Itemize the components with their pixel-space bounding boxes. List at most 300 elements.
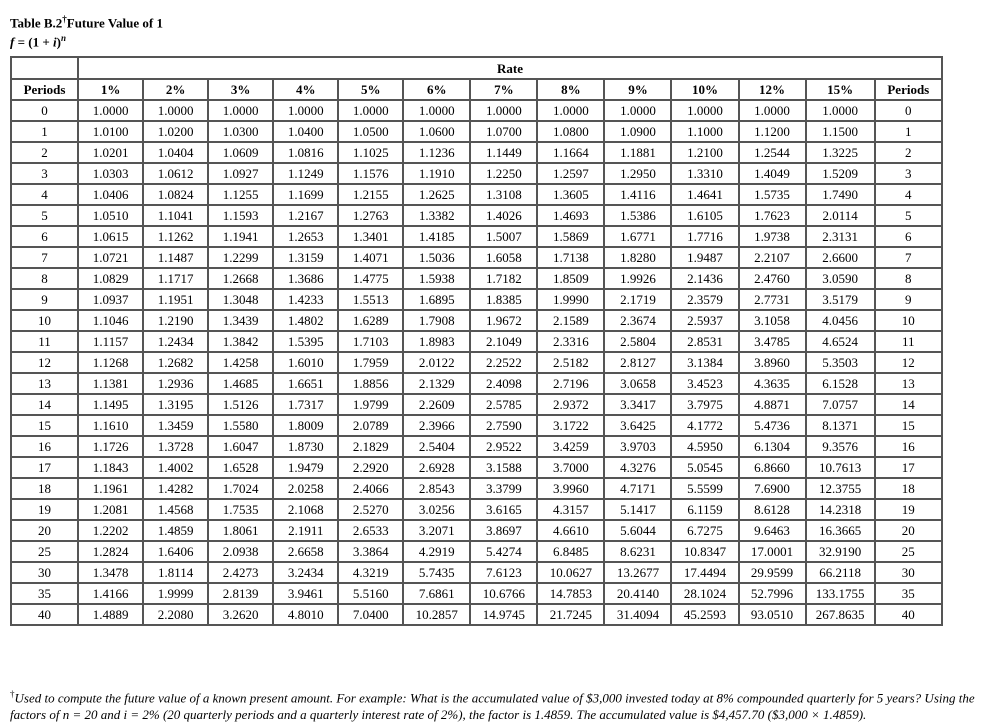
factor-cell: 1.9799 bbox=[338, 394, 403, 415]
factor-cell: 4.1772 bbox=[671, 415, 738, 436]
factor-cell: 1.3401 bbox=[338, 226, 403, 247]
factor-cell: 2.1329 bbox=[403, 373, 470, 394]
factor-cell: 2.9372 bbox=[537, 394, 604, 415]
period-cell: 12 bbox=[11, 352, 78, 373]
factor-cell: 1.4859 bbox=[143, 520, 208, 541]
factor-cell: 5.5599 bbox=[671, 478, 738, 499]
footnote-dagger: † bbox=[10, 689, 15, 699]
factor-cell: 1.0829 bbox=[78, 268, 143, 289]
factor-cell: 6.7275 bbox=[671, 520, 738, 541]
factor-cell: 2.1829 bbox=[338, 436, 403, 457]
period-cell-right: 16 bbox=[875, 436, 942, 457]
factor-cell: 1.3459 bbox=[143, 415, 208, 436]
factor-cell: 3.7975 bbox=[671, 394, 738, 415]
rate-col-header: 8% bbox=[537, 79, 604, 100]
factor-cell: 3.5179 bbox=[806, 289, 875, 310]
factor-cell: 1.1881 bbox=[604, 142, 671, 163]
factor-cell: 1.0937 bbox=[78, 289, 143, 310]
factor-cell: 2.4273 bbox=[208, 562, 273, 583]
factor-cell: 3.3799 bbox=[470, 478, 537, 499]
factor-cell: 2.9522 bbox=[470, 436, 537, 457]
factor-cell: 4.7171 bbox=[604, 478, 671, 499]
formula bbox=[10, 30, 66, 50]
factor-cell: 1.1699 bbox=[273, 184, 338, 205]
factor-cell: 1.0824 bbox=[143, 184, 208, 205]
factor-cell: 1.0000 bbox=[273, 100, 338, 121]
factor-cell: 3.7000 bbox=[537, 457, 604, 478]
factor-cell: 2.5804 bbox=[604, 331, 671, 352]
factor-cell: 3.6425 bbox=[604, 415, 671, 436]
factor-cell: 1.0000 bbox=[739, 100, 806, 121]
factor-cell: 1.2202 bbox=[78, 520, 143, 541]
future-value-table bbox=[10, 56, 943, 626]
factor-cell: 1.1025 bbox=[338, 142, 403, 163]
rate-header-row bbox=[11, 57, 942, 79]
factor-cell: 3.2620 bbox=[208, 604, 273, 625]
factor-cell: 2.2080 bbox=[143, 604, 208, 625]
factor-cell: 1.3605 bbox=[537, 184, 604, 205]
factor-cell: 9.6463 bbox=[739, 520, 806, 541]
factor-cell: 2.0938 bbox=[208, 541, 273, 562]
factor-cell: 2.1436 bbox=[671, 268, 738, 289]
formula-eq: = (1 + bbox=[14, 34, 53, 50]
table-row bbox=[11, 457, 942, 478]
factor-cell: 2.2920 bbox=[338, 457, 403, 478]
table-row bbox=[11, 247, 942, 268]
table-row bbox=[11, 604, 942, 625]
period-cell: 14 bbox=[11, 394, 78, 415]
factor-cell: 1.0400 bbox=[273, 121, 338, 142]
factor-cell: 1.2682 bbox=[143, 352, 208, 373]
factor-cell: 1.8009 bbox=[273, 415, 338, 436]
rate-col-header: 4% bbox=[273, 79, 338, 100]
factor-cell: 8.1371 bbox=[806, 415, 875, 436]
table-row bbox=[11, 373, 942, 394]
factor-cell: 3.2434 bbox=[273, 562, 338, 583]
factor-cell: 1.7623 bbox=[739, 205, 806, 226]
period-cell-right: 0 bbox=[875, 100, 942, 121]
period-cell-right: 5 bbox=[875, 205, 942, 226]
factor-cell: 1.0700 bbox=[470, 121, 537, 142]
factor-cell: 2.7590 bbox=[470, 415, 537, 436]
footnote-text: Used to compute the future value of a known present amount. For example: What is the accumulated value of $3,000 invested today at 8% compounded quarterly for 5 years? Using the factors of n = 20 and i = 2% (20 quarterly periods and a quarterly interest rate of 2%), the factor is 1.4859. The accumulated value is $4,457.70 ($3,000 × 1.4859). bbox=[10, 690, 975, 723]
table-title-text: Future Value of 1 bbox=[66, 15, 163, 31]
factor-cell: 93.0510 bbox=[739, 604, 806, 625]
rate-col-header: 15% bbox=[806, 79, 875, 100]
table-body bbox=[11, 100, 942, 625]
factor-cell: 1.0800 bbox=[537, 121, 604, 142]
factor-cell: 5.5160 bbox=[338, 583, 403, 604]
factor-cell: 1.0000 bbox=[671, 100, 738, 121]
factor-cell: 1.3842 bbox=[208, 331, 273, 352]
period-cell: 16 bbox=[11, 436, 78, 457]
table-row bbox=[11, 205, 942, 226]
factor-cell: 4.8010 bbox=[273, 604, 338, 625]
factor-cell: 1.0721 bbox=[78, 247, 143, 268]
factor-cell: 2.3316 bbox=[537, 331, 604, 352]
period-cell-right: 17 bbox=[875, 457, 942, 478]
factor-cell: 3.6165 bbox=[470, 499, 537, 520]
factor-cell: 17.4494 bbox=[671, 562, 738, 583]
table-title bbox=[10, 11, 163, 31]
factor-cell: 2.6658 bbox=[273, 541, 338, 562]
factor-cell: 1.0816 bbox=[273, 142, 338, 163]
factor-cell: 1.1268 bbox=[78, 352, 143, 373]
factor-cell: 32.9190 bbox=[806, 541, 875, 562]
factor-cell: 4.0456 bbox=[806, 310, 875, 331]
factor-cell: 1.1941 bbox=[208, 226, 273, 247]
factor-cell: 2.3966 bbox=[403, 415, 470, 436]
period-cell: 11 bbox=[11, 331, 78, 352]
period-cell: 40 bbox=[11, 604, 78, 625]
factor-cell: 1.4568 bbox=[143, 499, 208, 520]
factor-cell: 4.3219 bbox=[338, 562, 403, 583]
factor-cell: 1.5036 bbox=[403, 247, 470, 268]
factor-cell: 1.1610 bbox=[78, 415, 143, 436]
factor-cell: 4.5950 bbox=[671, 436, 738, 457]
factor-cell: 1.2668 bbox=[208, 268, 273, 289]
factor-cell: 1.0900 bbox=[604, 121, 671, 142]
factor-cell: 3.0658 bbox=[604, 373, 671, 394]
factor-cell: 1.7908 bbox=[403, 310, 470, 331]
rate-col-header: 1% bbox=[78, 79, 143, 100]
factor-cell: 2.0789 bbox=[338, 415, 403, 436]
factor-cell: 2.0122 bbox=[403, 352, 470, 373]
factor-cell: 267.8635 bbox=[806, 604, 875, 625]
factor-cell: 1.6895 bbox=[403, 289, 470, 310]
factor-cell: 2.0114 bbox=[806, 205, 875, 226]
factor-cell: 4.6610 bbox=[537, 520, 604, 541]
factor-cell: 10.8347 bbox=[671, 541, 738, 562]
factor-cell: 1.4775 bbox=[338, 268, 403, 289]
factor-cell: 3.4523 bbox=[671, 373, 738, 394]
factor-cell: 1.8061 bbox=[208, 520, 273, 541]
factor-cell: 28.1024 bbox=[671, 583, 738, 604]
factor-cell: 1.1664 bbox=[537, 142, 604, 163]
factor-cell: 2.8139 bbox=[208, 583, 273, 604]
factor-cell: 1.1910 bbox=[403, 163, 470, 184]
period-cell-right: 11 bbox=[875, 331, 942, 352]
factor-cell: 1.1951 bbox=[143, 289, 208, 310]
factor-cell: 1.2936 bbox=[143, 373, 208, 394]
period-cell-right: 9 bbox=[875, 289, 942, 310]
factor-cell: 3.3417 bbox=[604, 394, 671, 415]
rate-col-header: 9% bbox=[604, 79, 671, 100]
factor-cell: 4.2919 bbox=[403, 541, 470, 562]
factor-cell: 5.0545 bbox=[671, 457, 738, 478]
factor-cell: 1.0000 bbox=[806, 100, 875, 121]
factor-cell: 3.9703 bbox=[604, 436, 671, 457]
formula-lhs: f bbox=[10, 34, 15, 50]
factor-cell: 2.1719 bbox=[604, 289, 671, 310]
period-cell-right: 4 bbox=[875, 184, 942, 205]
factor-cell: 2.5270 bbox=[338, 499, 403, 520]
factor-cell: 1.6289 bbox=[338, 310, 403, 331]
rate-col-header: 12% bbox=[739, 79, 806, 100]
factor-cell: 45.2593 bbox=[671, 604, 738, 625]
factor-cell: 1.4685 bbox=[208, 373, 273, 394]
table-row bbox=[11, 562, 942, 583]
factor-cell: 10.6766 bbox=[470, 583, 537, 604]
factor-cell: 5.7435 bbox=[403, 562, 470, 583]
period-cell: 19 bbox=[11, 499, 78, 520]
factor-cell: 7.6900 bbox=[739, 478, 806, 499]
periods-header-right: Periods bbox=[875, 79, 942, 100]
factor-cell: 1.2597 bbox=[537, 163, 604, 184]
period-cell: 15 bbox=[11, 415, 78, 436]
period-cell: 10 bbox=[11, 310, 78, 331]
period-cell: 4 bbox=[11, 184, 78, 205]
table-row bbox=[11, 331, 942, 352]
factor-cell: 7.6123 bbox=[470, 562, 537, 583]
period-cell-right: 30 bbox=[875, 562, 942, 583]
factor-cell: 1.0300 bbox=[208, 121, 273, 142]
factor-cell: 1.7024 bbox=[208, 478, 273, 499]
factor-cell: 1.3686 bbox=[273, 268, 338, 289]
factor-cell: 1.4049 bbox=[739, 163, 806, 184]
factor-cell: 1.2763 bbox=[338, 205, 403, 226]
factor-cell: 3.2071 bbox=[403, 520, 470, 541]
factor-cell: 6.8485 bbox=[537, 541, 604, 562]
factor-cell: 9.3576 bbox=[806, 436, 875, 457]
period-cell-right: 13 bbox=[875, 373, 942, 394]
factor-cell: 4.3276 bbox=[604, 457, 671, 478]
period-cell: 35 bbox=[11, 583, 78, 604]
table-row bbox=[11, 289, 942, 310]
factor-cell: 2.4098 bbox=[470, 373, 537, 394]
factor-cell: 1.5209 bbox=[806, 163, 875, 184]
column-header-row bbox=[11, 79, 942, 100]
period-cell-right: 14 bbox=[875, 394, 942, 415]
table-row bbox=[11, 310, 942, 331]
factor-cell: 1.2653 bbox=[273, 226, 338, 247]
factor-cell: 1.1249 bbox=[273, 163, 338, 184]
factor-cell: 1.2299 bbox=[208, 247, 273, 268]
corner-cell bbox=[11, 57, 78, 79]
period-cell: 6 bbox=[11, 226, 78, 247]
factor-cell: 1.5386 bbox=[604, 205, 671, 226]
factor-cell: 6.8660 bbox=[739, 457, 806, 478]
factor-cell: 1.0500 bbox=[338, 121, 403, 142]
period-cell-right: 19 bbox=[875, 499, 942, 520]
table-row bbox=[11, 583, 942, 604]
factor-cell: 1.4026 bbox=[470, 205, 537, 226]
factor-cell: 1.5513 bbox=[338, 289, 403, 310]
period-cell-right: 6 bbox=[875, 226, 942, 247]
factor-cell: 10.2857 bbox=[403, 604, 470, 625]
factor-cell: 1.1200 bbox=[739, 121, 806, 142]
factor-cell: 1.3728 bbox=[143, 436, 208, 457]
factor-cell: 3.3864 bbox=[338, 541, 403, 562]
factor-cell: 1.1717 bbox=[143, 268, 208, 289]
factor-cell: 2.6928 bbox=[403, 457, 470, 478]
factor-cell: 1.3195 bbox=[143, 394, 208, 415]
factor-cell: 1.0510 bbox=[78, 205, 143, 226]
period-cell-right: 7 bbox=[875, 247, 942, 268]
factor-cell: 3.4785 bbox=[739, 331, 806, 352]
factor-cell: 1.9990 bbox=[537, 289, 604, 310]
factor-cell: 2.5182 bbox=[537, 352, 604, 373]
period-cell: 17 bbox=[11, 457, 78, 478]
factor-cell: 4.8871 bbox=[739, 394, 806, 415]
factor-cell: 2.6533 bbox=[338, 520, 403, 541]
period-cell: 13 bbox=[11, 373, 78, 394]
factor-cell: 1.0200 bbox=[143, 121, 208, 142]
period-cell-right: 10 bbox=[875, 310, 942, 331]
period-cell-right: 3 bbox=[875, 163, 942, 184]
factor-cell: 3.0590 bbox=[806, 268, 875, 289]
table-row bbox=[11, 499, 942, 520]
table-row bbox=[11, 226, 942, 247]
factor-cell: 1.8509 bbox=[537, 268, 604, 289]
factor-cell: 17.0001 bbox=[739, 541, 806, 562]
factor-cell: 1.2100 bbox=[671, 142, 738, 163]
rate-header: Rate bbox=[78, 57, 942, 79]
factor-cell: 1.0927 bbox=[208, 163, 273, 184]
title-dagger: † bbox=[62, 14, 67, 24]
factor-cell: 1.2155 bbox=[338, 184, 403, 205]
factor-cell: 1.6528 bbox=[208, 457, 273, 478]
factor-cell: 1.1236 bbox=[403, 142, 470, 163]
factor-cell: 1.0615 bbox=[78, 226, 143, 247]
factor-cell: 1.4641 bbox=[671, 184, 738, 205]
factor-cell: 6.1304 bbox=[739, 436, 806, 457]
factor-cell: 1.2625 bbox=[403, 184, 470, 205]
factor-cell: 2.3131 bbox=[806, 226, 875, 247]
factor-cell: 1.0303 bbox=[78, 163, 143, 184]
period-cell-right: 2 bbox=[875, 142, 942, 163]
factor-cell: 2.3674 bbox=[604, 310, 671, 331]
factor-cell: 1.0600 bbox=[403, 121, 470, 142]
period-cell: 1 bbox=[11, 121, 78, 142]
factor-cell: 16.3665 bbox=[806, 520, 875, 541]
factor-cell: 2.1049 bbox=[470, 331, 537, 352]
factor-cell: 4.6524 bbox=[806, 331, 875, 352]
factor-cell: 4.3157 bbox=[537, 499, 604, 520]
factor-cell: 2.8127 bbox=[604, 352, 671, 373]
factor-cell: 1.3225 bbox=[806, 142, 875, 163]
factor-cell: 2.2107 bbox=[739, 247, 806, 268]
factor-cell: 1.3439 bbox=[208, 310, 273, 331]
factor-cell: 21.7245 bbox=[537, 604, 604, 625]
rate-col-header: 7% bbox=[470, 79, 537, 100]
factor-cell: 2.0258 bbox=[273, 478, 338, 499]
factor-cell: 8.6231 bbox=[604, 541, 671, 562]
factor-cell: 1.6058 bbox=[470, 247, 537, 268]
factor-cell: 1.9487 bbox=[671, 247, 738, 268]
factor-cell: 1.1576 bbox=[338, 163, 403, 184]
table-row bbox=[11, 121, 942, 142]
factor-cell: 3.4259 bbox=[537, 436, 604, 457]
factor-cell: 2.5404 bbox=[403, 436, 470, 457]
period-cell-right: 12 bbox=[875, 352, 942, 373]
factor-cell: 2.1589 bbox=[537, 310, 604, 331]
period-cell: 3 bbox=[11, 163, 78, 184]
factor-cell: 1.5395 bbox=[273, 331, 338, 352]
period-cell: 0 bbox=[11, 100, 78, 121]
factor-cell: 1.3159 bbox=[273, 247, 338, 268]
period-cell-right: 1 bbox=[875, 121, 942, 142]
factor-cell: 1.6406 bbox=[143, 541, 208, 562]
factor-cell: 1.0404 bbox=[143, 142, 208, 163]
period-cell: 7 bbox=[11, 247, 78, 268]
factor-cell: 1.0406 bbox=[78, 184, 143, 205]
factor-cell: 3.9960 bbox=[537, 478, 604, 499]
factor-cell: 1.3382 bbox=[403, 205, 470, 226]
rate-col-header: 6% bbox=[403, 79, 470, 100]
table-row bbox=[11, 352, 942, 373]
period-cell-right: 35 bbox=[875, 583, 942, 604]
factor-cell: 1.4002 bbox=[143, 457, 208, 478]
factor-cell: 1.6010 bbox=[273, 352, 338, 373]
factor-cell: 20.4140 bbox=[604, 583, 671, 604]
factor-cell: 2.7196 bbox=[537, 373, 604, 394]
rate-col-header: 5% bbox=[338, 79, 403, 100]
rate-col-header: 2% bbox=[143, 79, 208, 100]
factor-cell: 1.4166 bbox=[78, 583, 143, 604]
factor-cell: 1.1487 bbox=[143, 247, 208, 268]
factor-cell: 1.4693 bbox=[537, 205, 604, 226]
factor-cell: 1.3108 bbox=[470, 184, 537, 205]
factor-cell: 7.0400 bbox=[338, 604, 403, 625]
table-row bbox=[11, 100, 942, 121]
factor-cell: 3.1058 bbox=[739, 310, 806, 331]
rate-col-header: 3% bbox=[208, 79, 273, 100]
table-row bbox=[11, 142, 942, 163]
factor-cell: 2.8543 bbox=[403, 478, 470, 499]
factor-cell: 2.8531 bbox=[671, 331, 738, 352]
table-row bbox=[11, 184, 942, 205]
factor-cell: 1.1041 bbox=[143, 205, 208, 226]
factor-cell: 1.0100 bbox=[78, 121, 143, 142]
factor-cell: 1.4233 bbox=[273, 289, 338, 310]
factor-cell: 7.6861 bbox=[403, 583, 470, 604]
factor-cell: 1.9738 bbox=[739, 226, 806, 247]
factor-cell: 1.0000 bbox=[78, 100, 143, 121]
factor-cell: 1.1593 bbox=[208, 205, 273, 226]
period-cell-right: 25 bbox=[875, 541, 942, 562]
factor-cell: 1.7317 bbox=[273, 394, 338, 415]
factor-cell: 1.1495 bbox=[78, 394, 143, 415]
period-cell: 9 bbox=[11, 289, 78, 310]
factor-cell: 1.0000 bbox=[403, 100, 470, 121]
factor-cell: 1.5580 bbox=[208, 415, 273, 436]
factor-cell: 2.1068 bbox=[273, 499, 338, 520]
period-cell-right: 20 bbox=[875, 520, 942, 541]
factor-cell: 3.9461 bbox=[273, 583, 338, 604]
factor-cell: 1.3478 bbox=[78, 562, 143, 583]
factor-cell: 1.4185 bbox=[403, 226, 470, 247]
factor-cell: 1.8856 bbox=[338, 373, 403, 394]
period-cell: 18 bbox=[11, 478, 78, 499]
factor-cell: 3.1384 bbox=[671, 352, 738, 373]
factor-cell: 10.7613 bbox=[806, 457, 875, 478]
factor-cell: 1.2824 bbox=[78, 541, 143, 562]
factor-cell: 2.7731 bbox=[739, 289, 806, 310]
factor-cell: 1.1843 bbox=[78, 457, 143, 478]
factor-cell: 1.1449 bbox=[470, 142, 537, 163]
factor-cell: 14.2318 bbox=[806, 499, 875, 520]
factor-cell: 1.0000 bbox=[208, 100, 273, 121]
factor-cell: 1.1262 bbox=[143, 226, 208, 247]
table-row bbox=[11, 478, 942, 499]
factor-cell: 1.5007 bbox=[470, 226, 537, 247]
factor-cell: 1.6105 bbox=[671, 205, 738, 226]
factor-cell: 1.1381 bbox=[78, 373, 143, 394]
factor-cell: 1.7959 bbox=[338, 352, 403, 373]
factor-cell: 4.3635 bbox=[739, 373, 806, 394]
period-cell: 8 bbox=[11, 268, 78, 289]
